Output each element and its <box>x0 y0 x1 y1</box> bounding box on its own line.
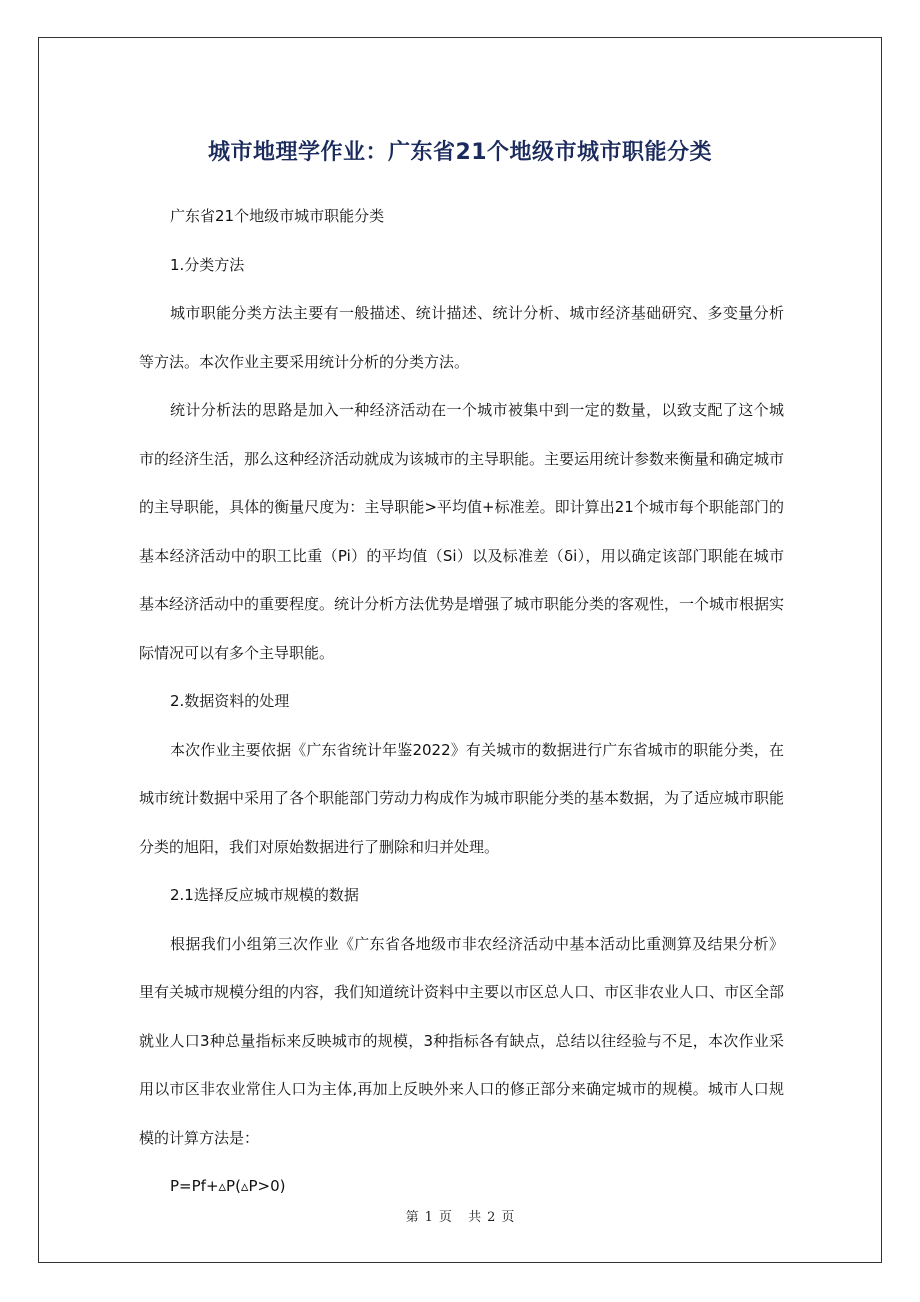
section-heading: 1.分类方法 <box>170 255 245 274</box>
page-total: 共 2 页 <box>468 1210 515 1225</box>
paragraph: 统计分析法的思路是加入一种经济活动在一个城市被集中到一定的数量，以致支配了这个城市的经济生活，那么这种经济活动就成为该城市的主导职能。主要运用统计参数来衡量和确定城市的主导职能，具体的衡量尺度为：主导职能>平均值+标准差。即计算出21个城市每个职能部门的基本经济活动中的职工比重（Pi）的平均值（Si）以及标准差（δi），用以确定该部门职能在城市基本经济活动中的重要程度。统计分析方法优势是增强了城市职能分类的客观性，一个城市根据实际情况可以有多个主导职能。 <box>139 401 785 662</box>
formula: P=Pf+▵P(▵P>0) <box>170 1177 286 1195</box>
section-heading: 2.1选择反应城市规模的数据 <box>170 886 359 904</box>
paragraph: 本次作业主要依据《广东省统计年鉴2022》有关城市的数据进行广东省城市的职能分类，在城市统计数据中采用了各个职能部门劳动力构成作为城市职能分类的基本数据，为了适应城市职能分类的旭阳，我们对原始数据进行了删除和归并处理。 <box>139 740 785 856</box>
page-number: 第 1 页 <box>405 1210 452 1225</box>
document-body <box>139 192 784 1211</box>
page-footer <box>0 1206 920 1225</box>
document-title: 城市地理学作业：广东省21个地级市城市职能分类 <box>207 139 713 165</box>
paragraph: 城市职能分类方法主要有一般描述、统计描述、统计分析、城市经济基础研究、多变量分析等方法。本次作业主要采用统计分析的分类方法。 <box>139 304 784 371</box>
paragraph: 广东省21个地级市城市职能分类 <box>170 207 385 225</box>
paragraph: 根据我们小组第三次作业《广东省各地级市非农经济活动中基本活动比重测算及结果分析》里有关城市规模分组的内容，我们知道统计资料中主要以市区总人口、市区非农业人口、市区全部就业人口3种总量指标来反映城市的规模，3种指标各有缺点，总结以往经验与不足，本次作业采用以市区非农业常住人口为主体,再加上反映外来人口的修正部分来确定城市的规模。城市人口规模的计算方法是： <box>139 934 785 1147</box>
section-heading: 2.数据资料的处理 <box>170 692 290 710</box>
